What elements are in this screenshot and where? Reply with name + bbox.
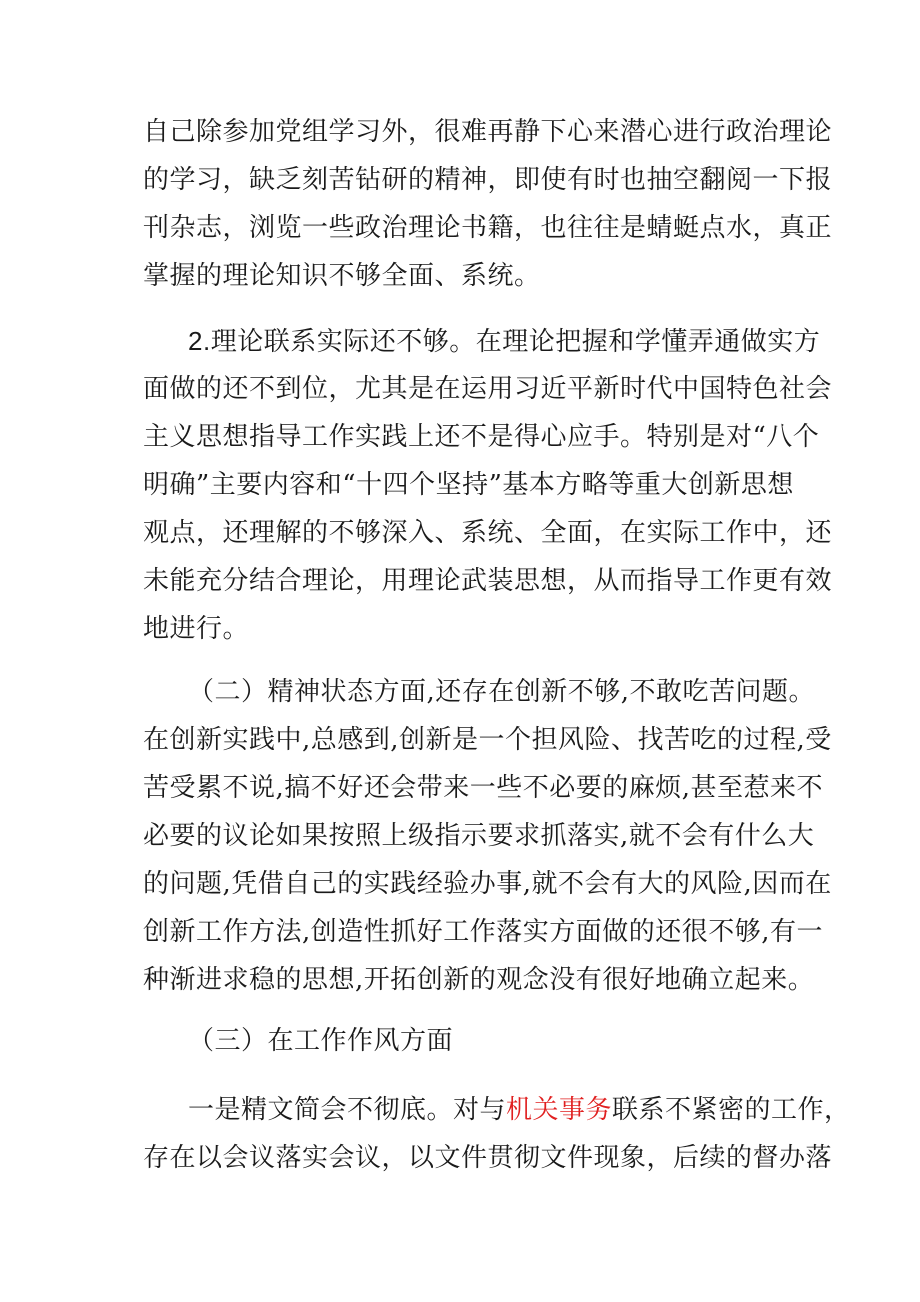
paragraph-line: 的学习，缺乏刻苦钻研的精神，即使有时也抽空翻阅一下报: [143, 165, 833, 195]
paragraph-line: 地进行。: [143, 614, 250, 644]
paragraph-line: 自己除参加党组学习外，很难再静下心来潜心进行政治理论: [143, 117, 833, 147]
paragraph-line: 刊杂志，浏览一些政治理论书籍，也往往是蜻蜓点水，真正: [143, 213, 833, 243]
paragraph-line: 主义思想指导工作实践上还不是得心应手。特别是对“八个: [143, 422, 820, 452]
section-heading: （三）在工作作风方面: [188, 1026, 454, 1056]
paragraph-4: [143, 1086, 851, 1182]
paragraph-line: 种渐进求稳的思想,开拓创新的观念没有很好地确立起来。: [143, 965, 815, 995]
list-number: 2.: [188, 326, 211, 356]
paragraph-3: [143, 668, 832, 1004]
paragraph-first-line: [143, 317, 821, 365]
section-heading-3: [143, 1017, 783, 1065]
paragraph-line: 面做的还不到位，尤其是在运用习近平新时代中国特色社会: [143, 374, 833, 404]
paragraph-line: 未能充分结合理论，用理论武装思想，从而指导工作更有效: [143, 566, 833, 596]
section-heading-line: （二）精神状态方面,还存在创新不够,不敢吃苦问题。: [188, 677, 816, 707]
paragraph-text: 联系不紧密的工作，: [612, 1095, 851, 1125]
paragraph-line: 的问题,凭借自己的实践经验办事,就不会有大的风险,因而在: [143, 869, 832, 899]
paragraph-line: 观点，还理解的不够深入、系统、全面，在实际工作中，还: [143, 518, 833, 548]
paragraph-2: [143, 317, 833, 653]
paragraph-line: 掌握的理论知识不够全面、系统。: [143, 261, 541, 291]
highlighted-term: 机关事务: [506, 1095, 613, 1125]
paragraph-line: 在创新实践中,总感到,创新是一个担风险、找苦吃的过程,受: [143, 725, 832, 755]
paragraph-line: 存在以会议落实会议，以文件贯彻文件现象，后续的督办落: [143, 1143, 833, 1173]
paragraph-line: 必要的议论如果按照上级指示要求抓落实,就不会有什么大: [143, 821, 815, 851]
paragraph-line: 苦受累不说,搞不好还会带来一些不必要的麻烦,甚至惹来不: [143, 773, 824, 803]
paragraph-line-text: 理论联系实际还不够。在理论把握和学懂弄通做实方: [210, 327, 821, 357]
paragraph-line: 明确”主要内容和“十四个坚持”基本方略等重大创新思想: [143, 470, 794, 500]
paragraph-line: 创新工作方法,创造性抓好工作落实方面做的还很不够,有一: [143, 917, 824, 947]
paragraph-first-line: [143, 1086, 851, 1134]
paragraph-1: [143, 108, 833, 300]
paragraph-text: 一是精文简会不彻底。对与: [188, 1095, 507, 1125]
